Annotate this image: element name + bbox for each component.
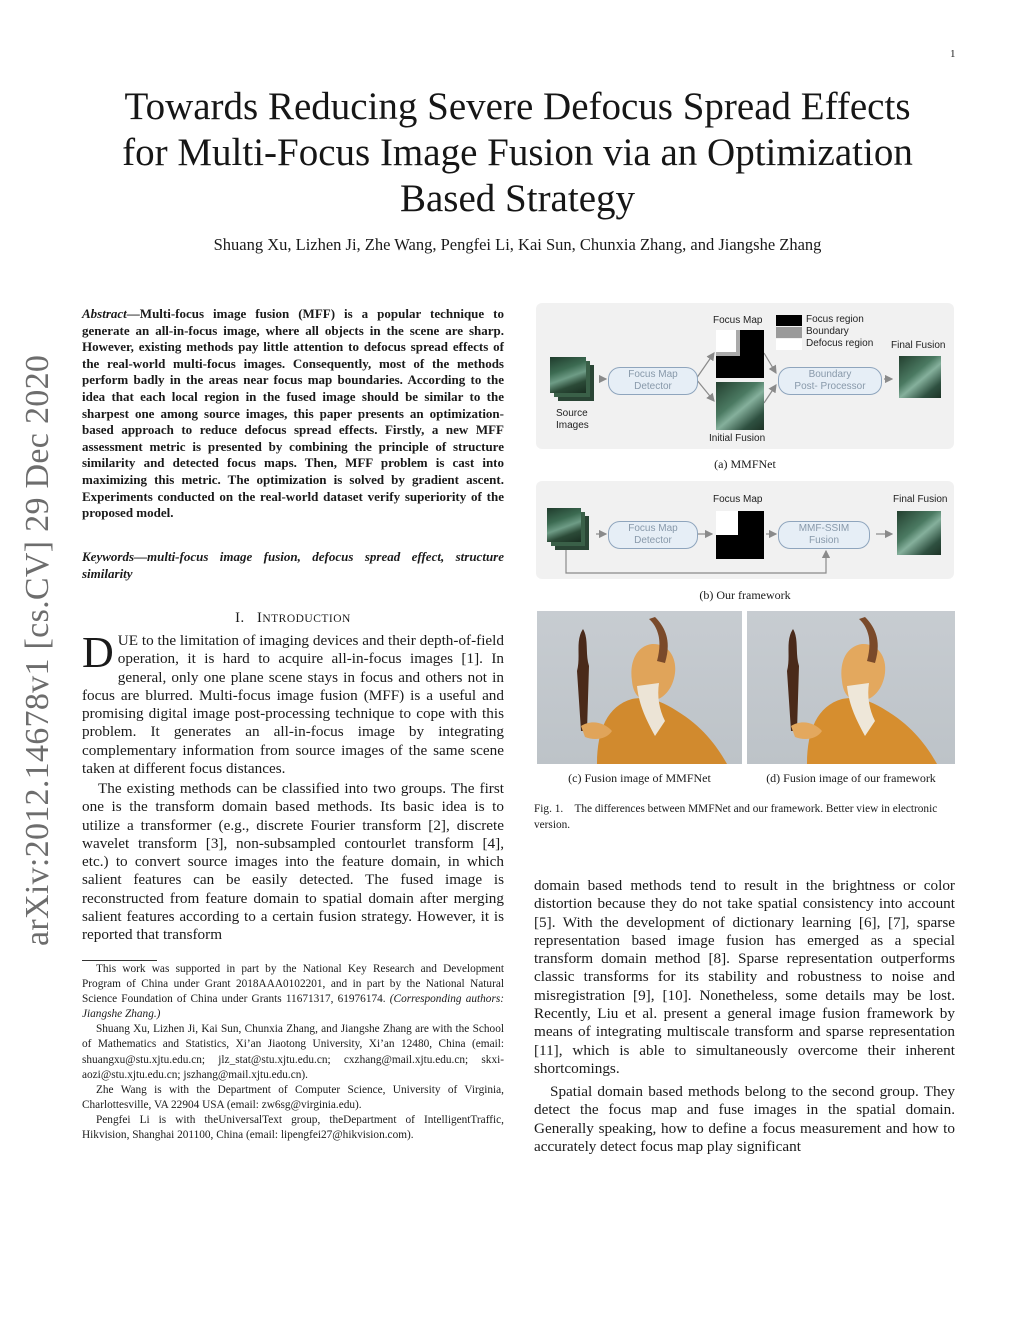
paper-title [60, 84, 975, 222]
figure-label: Fig. 1. [534, 803, 564, 815]
footnote: Pengfei Li is with theUniversalText group, theDepartment of IntelligentTraffic, Hikvision, Shanghai 201100, China (email: lipengfei27@hikvision.com). [82, 1113, 504, 1142]
source-image-thumbnail [547, 508, 581, 542]
final-fusion-image [897, 511, 941, 555]
figure-caption [534, 802, 954, 833]
arrow [696, 353, 714, 379]
section-title-first: I [256, 610, 263, 626]
fusion-photo-mmfnet [537, 611, 742, 764]
title-line: Towards Reducing Severe Defocus Spread Effects [124, 85, 911, 128]
arrow [764, 385, 776, 403]
footnote: Shuang Xu, Lizhen Ji, Kai Sun, Chunxia Zhang, and Jiangshe Zhang are with the School of Mathematics and Statistics, Xi’an Jiaotong University, Xi’an 12480, China (email: shuangxu@stu.xjtu.edu.cn; jlz_stat@stu.xjtu.edu.cn; cxzhang@mail.xjtu.edu.cn; skxi-aozi@stu.xjtu.edu.cn; jszhang@mail.xjtu.edu.cn). [82, 1023, 504, 1081]
section-number: I. [235, 610, 245, 626]
statue-illustration [537, 611, 742, 764]
arrow [764, 353, 776, 373]
author-list: Shuang Xu, Lizhen Ji, Zhe Wang, Pengfei Li, Kai Sun, Chunxia Zhang, and Jiangshe Zhang [213, 235, 822, 254]
legend-swatch-focus [776, 315, 802, 326]
focus-map-image [716, 511, 764, 559]
legend-swatch-defocus [776, 339, 802, 350]
subfigure-caption-d: (d) Fusion image of our framework [766, 771, 936, 785]
section-heading [82, 610, 504, 627]
initial-fusion-image [716, 382, 764, 430]
focus-map-label: Focus Map [713, 315, 763, 326]
focus-map-detector-node: Focus Map Detector [608, 367, 698, 395]
corresponding-note: (Corresponding authors: Jiangshe Zhang.) [82, 993, 504, 1021]
final-fusion-image [899, 356, 941, 398]
legend-boundary: Boundary [806, 326, 849, 337]
final-fusion-label: Final Fusion [893, 494, 948, 505]
legend-defocus-region: Defocus region [806, 338, 874, 349]
initial-fusion-label: Initial Fusion [709, 433, 766, 444]
drop-cap: D [82, 628, 114, 677]
focus-map-label: Focus Map [713, 494, 763, 505]
source-image-thumbnail [550, 357, 586, 393]
subfigure-caption-c: (c) Fusion image of MMFNet [568, 771, 711, 785]
statue-illustration [747, 611, 955, 764]
boundary-post-processor-node: Boundary Post- Processor [778, 367, 882, 395]
abstract [82, 306, 504, 522]
intro-paragraph-2: The existing methods can be classified into two groups. The first one is the transform domain based methods. Its basic idea is to utilize a transformer (e.g., discrete Fourier transform [2], discrete wavelet transform [3], non-subsampled contourlet transform [4], etc.) to convert source images into the feature domain, in which salient features can be easily detected. The fused image is reconstructed from feature domain to spatial domain after merging salient features according to a certain fusion strategy. However, it is reported that transform [82, 780, 504, 944]
intro-paragraph-1 [82, 628, 504, 778]
focus-map-detector-node: Focus Map Detector [608, 521, 698, 549]
keywords-text: —multi-focus image fusion, defocus spread effect, structure similarity [82, 549, 504, 581]
footnotes [82, 962, 504, 1143]
page-number: 1 [950, 48, 956, 60]
arrow [566, 549, 826, 573]
right-paragraph-2: Spatial domain based methods belong to the second group. They detect the focus map and fuse images in the spatial domain. Generally speaking, how to define a focus measurement and how to accurately detect focus map play significant [534, 1083, 955, 1155]
paragraph-text: UE to the limitation of imaging devices and their depth-of-field operation, it is hard to acquire all-in-focus images [1]. In general, only one plane scene stays in focus and others not in focus are blurred. Multi-focus image fusion (MFF) is a useful and promising digital image post-processing technique to cope with this problem. It generates an all-in-focus image by integrating complementary information from source images of the same scene taken at different focus distances. [82, 632, 504, 778]
mmf-ssim-fusion-node: MMF-SSIM Fusion [778, 521, 870, 549]
arrow [696, 379, 714, 401]
title-line: for Multi-Focus Image Fusion via an Optimization [122, 131, 913, 174]
abstract-text: —Multi-focus image fusion (MFF) is a popular technique to generate an all-in-focus image, where all objects in the scene are sharp. However, existing methods pay little attention to defocus spread effects of the real-world multi-focus images. Consequently, most of the methods perform badly in the areas near focus map boundaries. According to the idea that each local region in the fused image should be similar to the sharpest one among source images, this paper presents an optimization-based approach to reduce defocus spread effects. Firstly, a new MFF assessment metric is presented by combining the principle of structure similarity and detected focus maps. Then, MFF problem is cast into maximizing this metric. The optimization is solved by gradient ascent. Experiments conducted on the real-world dataset verify superiority of the proposed model. [82, 306, 504, 521]
fusion-photo-ours [747, 611, 955, 764]
section-title-rest: NTRODUCTION [262, 613, 351, 625]
arxiv-side-label: arXiv:2012.14678v1 [cs.CV] 29 Dec 2020 [19, 354, 56, 946]
abstract-label: Abstract [82, 306, 127, 321]
keywords-label: Keywords [82, 549, 134, 564]
footnote: This work was supported in part by the National Key Research and Development Program of China under Grant 2018AAA0102201, and in part by the National Natural Science Foundation of China under Grants 11671317, 61976174. (Corresponding authors: Jiangshe Zhang.) [82, 963, 504, 1021]
footnote: Zhe Wang is with the Department of Computer Science, University of Virginia, Charlottesville, VA 22904 USA (email: zw6sg@virginia.edu). [82, 1083, 504, 1111]
subfigure-caption-b: (b) Our framework [699, 588, 791, 602]
keywords [82, 549, 504, 582]
source-images-label: Source Images [556, 408, 589, 431]
legend-swatch-boundary [776, 327, 802, 338]
title-line: Based Strategy [399, 177, 636, 220]
figure-caption-text: The differences between MMFNet and our framework. Better view in electronic version. [534, 803, 938, 831]
right-paragraph-1: domain based methods tend to result in the brightness or color distortion because they do not take spatial consistency into account [5]. With the development of dictionary learning [6], [7], sparse representation based image fusion has emerged as a special transform domain method [8]. Sparse representation outperforms classic transforms for its stability and robustness to noise and misregistration [9], [10]. Nonetheless, some details may be lost. Recently, Liu et al. present a general image fusion framework by means of integrating multiscale transform and sparse representation [11], which is able to simultaneously overcome their inherent shortcomings. [534, 877, 955, 1077]
legend-focus-region: Focus region [806, 314, 864, 325]
footnote-rule [82, 960, 157, 961]
final-fusion-label: Final Fusion [891, 340, 946, 351]
focus-map-image [716, 330, 764, 378]
subfigure-caption-a: (a) MMFNet [714, 457, 776, 471]
